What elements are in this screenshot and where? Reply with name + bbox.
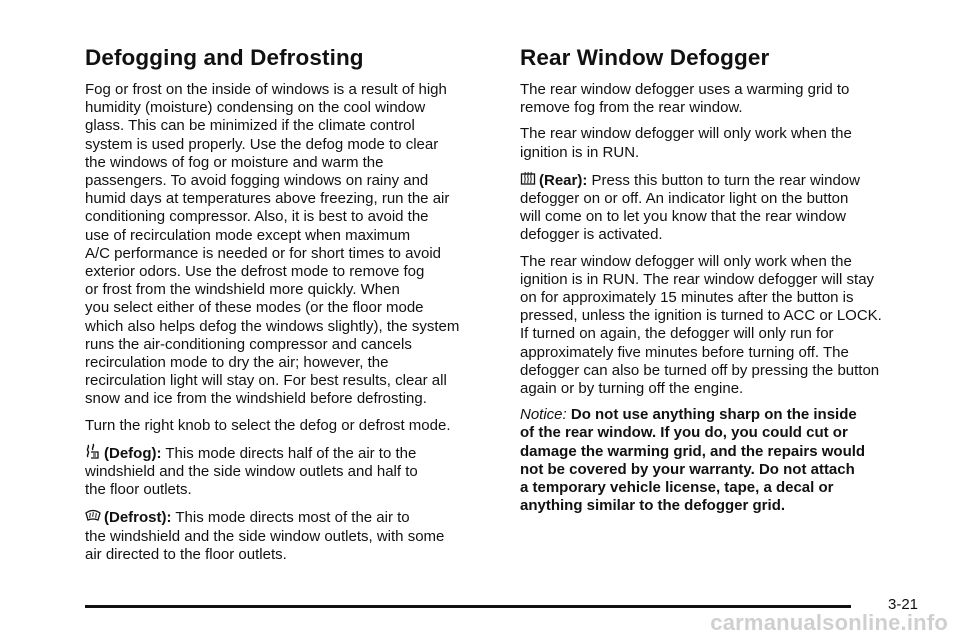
defog-description: This mode directs half of the air to the windshield and the side window outlets and half to the floor outlets. bbox=[85, 444, 418, 499]
rear-defogger-intro-paragraph: The rear window defogger uses a warming grid to remove fog from the rear window. bbox=[520, 81, 850, 117]
watermark: carmanualsonline.info bbox=[710, 610, 948, 635]
defog-icon bbox=[85, 443, 101, 460]
rear-defogger-run-paragraph: The rear window defogger will only work when the ignition is in RUN. bbox=[520, 125, 852, 161]
rear-label: (Rear): bbox=[539, 171, 588, 189]
defog-label: (Defog): bbox=[104, 444, 162, 462]
defrost-description: This mode directs most of the air to the windshield and the side window outlets, with some air directed to the floor outlets. bbox=[85, 509, 445, 563]
notice-paragraph bbox=[520, 406, 920, 515]
left-column bbox=[85, 44, 495, 572]
defog-mode-paragraph bbox=[85, 443, 495, 500]
defogging-intro-paragraph: Fog or frost on the inside of windows is a result of high humidity (moisture) condensing on the cool window glass. This can be minimized if the climate control system is used properly. Use the defog mode to clear the windows of fog or moisture and warm the passengers. To avoid fogging windows on rainy and humid days at temperatures above freezing, run the air conditioning compressor. Also, it is best to avoid the use of recirculation mode except when maximum A/C performance is needed or for short times to avoid exterior odors. Use the defrost mode to remove fog or frost from the windshield more quickly. When you select either of these modes (or the floor mode which also helps defog the windows slightly), the system runs the air-conditioning compressor and cancels recirculation mode to dry the air; however, the recirculation light will stay on. For best results, clear all snow and ice from the windshield before defrosting. bbox=[85, 81, 460, 408]
section-heading-rear-window-defogger: Rear Window Defogger bbox=[520, 45, 770, 70]
defrost-mode-paragraph bbox=[85, 507, 495, 564]
right-column bbox=[520, 44, 920, 523]
defrost-icon bbox=[85, 507, 101, 524]
defrost-label: (Defrost): bbox=[104, 509, 172, 527]
notice-text: Do not use anything sharp on the inside of the rear window. If you do, you could cut or damage the warming grid, and the repairs would not be covered by your warranty. Do not attach a temporary vehicle license, tape, a decal or anything similar to the defogger grid. bbox=[520, 406, 866, 515]
knob-instruction-paragraph: Turn the right knob to select the defog or defrost mode. bbox=[85, 416, 451, 434]
rear-button-paragraph bbox=[520, 170, 920, 245]
section-heading-defogging: Defogging and Defrosting bbox=[85, 45, 364, 70]
rear-defogger-timing-paragraph: The rear window defogger will only work when the ignition is in RUN. The rear window defogger will stay on for approximately 15 minutes after the button is pressed, unless the ignition is turned to ACC or LOCK. If turned on again, the defogger will only run for approximately five minutes before turning off. The defogger can also be turned off by pressing the button again or by turning off the engine. bbox=[520, 252, 882, 398]
page-number: 3-21 bbox=[888, 596, 919, 613]
rear-defogger-icon bbox=[520, 170, 536, 187]
footer-rule bbox=[85, 605, 851, 608]
rear-description: Press this button to turn the rear window defogger on or off. An indicator light on the button will come on to let you know that the rear window defogger is activated. bbox=[520, 171, 860, 244]
notice-label: Notice: bbox=[520, 406, 567, 424]
